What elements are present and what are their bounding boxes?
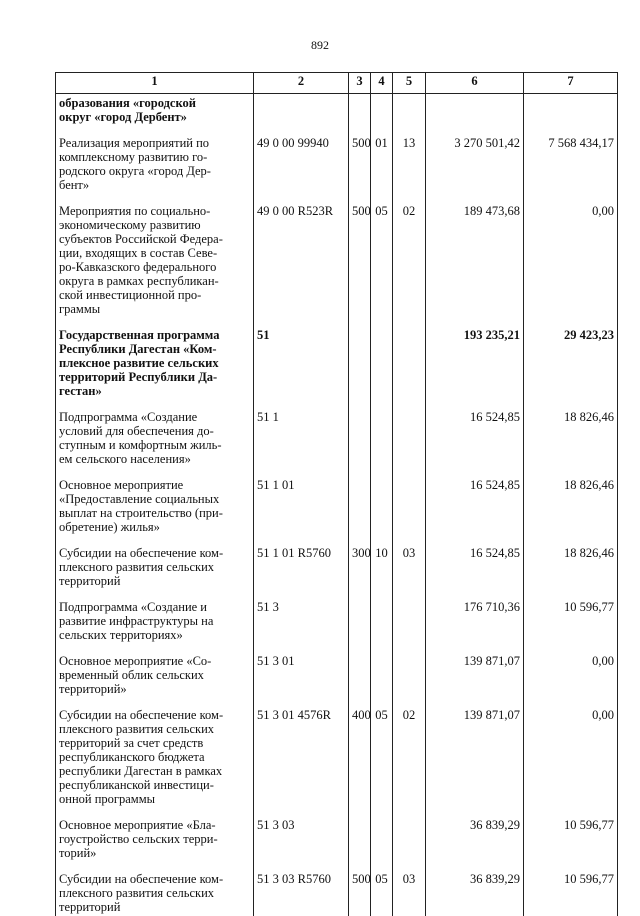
row-code-cell [254, 466, 349, 534]
row-name-cell [56, 192, 254, 316]
row-name-cell [56, 806, 254, 860]
page-number: 892 [311, 38, 329, 52]
row-name-cell [56, 588, 254, 642]
row-col4-cell [371, 94, 393, 125]
row-col6-value [426, 806, 524, 860]
row-col5-cell [393, 398, 426, 466]
row-col3-cell-text: 500 [352, 872, 371, 886]
row-col7-value [524, 696, 618, 806]
row-col5-cell-text: 03 [402, 872, 416, 886]
row-col7-value [524, 860, 618, 916]
row-code-cell [254, 642, 349, 696]
row-col7-value-text: 7 568 434,17 [548, 136, 614, 150]
row-col5-cell [393, 192, 426, 316]
table-row [56, 860, 618, 916]
row-name-cell-text: образования «городской округ «город Дербент» [59, 96, 196, 124]
row-col7-value-text: 10 596,77 [564, 600, 614, 614]
table-row [56, 192, 618, 316]
table-row [56, 588, 618, 642]
row-code-cell [254, 94, 349, 125]
row-code-cell [254, 316, 349, 398]
row-col3-cell [349, 398, 371, 466]
row-col5-cell-text: 03 [402, 546, 416, 560]
row-col3-cell-text: 400 [352, 708, 371, 722]
column-header: 2 [254, 73, 349, 94]
row-col5-cell-text: 02 [402, 708, 416, 722]
row-code-cell-text: 51 [257, 328, 270, 342]
row-name-cell-text: Государственная программа Республики Дагестан «Ком- плексное развитие сельских территорий Республики Да- гестан» [59, 328, 220, 398]
table-row [56, 642, 618, 696]
row-name-cell-text: Основное мероприятие «Бла- гоустройство сельских терри- торий» [59, 818, 218, 860]
row-col6-value-text: 193 235,21 [463, 328, 520, 342]
row-col7-value-text: 10 596,77 [564, 872, 614, 886]
row-col7-value [524, 316, 618, 398]
row-col5-cell-text: 13 [402, 136, 416, 150]
row-code-cell-text: 49 0 00 R523R [257, 204, 334, 218]
row-col5-cell [393, 316, 426, 398]
row-code-cell-text: 51 1 [257, 410, 279, 424]
row-col5-cell [393, 534, 426, 588]
column-header: 6 [426, 73, 524, 94]
table-row [56, 316, 618, 398]
row-col4-cell [371, 642, 393, 696]
row-col4-cell [371, 466, 393, 534]
table-row [56, 534, 618, 588]
row-code-cell-text: 51 1 01 [257, 478, 295, 492]
row-name-cell [56, 124, 254, 192]
row-name-cell [56, 860, 254, 916]
row-col5-cell [393, 588, 426, 642]
row-col4-cell [371, 860, 393, 916]
row-code-cell-text: 49 0 00 99940 [257, 136, 329, 150]
row-col6-value-text: 176 710,36 [463, 600, 520, 614]
row-name-cell-text: Подпрограмма «Создание условий для обеспечения до- ступным и комфортным жиль- ем сельского населения» [59, 410, 222, 466]
row-col4-cell [371, 534, 393, 588]
row-code-cell [254, 860, 349, 916]
row-code-cell-text: 51 3 03 R5760 [257, 872, 331, 886]
column-header: 3 [349, 73, 371, 94]
row-col4-cell [371, 696, 393, 806]
row-col7-value-text: 0,00 [592, 654, 614, 668]
row-col7-value [524, 398, 618, 466]
row-code-cell [254, 806, 349, 860]
row-col6-value [426, 192, 524, 316]
row-name-cell-text: Мероприятия по социально- экономическому развитию субъектов Российской Федера- ции, входящих в состав Севе- ро-Кавказского федерального округа в рамках республикан- ской инвестиционной про- граммы [59, 204, 223, 316]
row-col6-value [426, 696, 524, 806]
row-col6-value [426, 534, 524, 588]
row-col3-cell [349, 316, 371, 398]
row-col3-cell [349, 534, 371, 588]
row-col7-value [524, 806, 618, 860]
row-col4-cell-text: 10 [375, 546, 388, 560]
table-row [56, 94, 618, 125]
row-col3-cell-text: 500 [352, 204, 371, 218]
row-col3-cell [349, 642, 371, 696]
row-col3-cell [349, 124, 371, 192]
row-name-cell-text: Субсидии на обеспечение ком- плексного развития сельских территорий [59, 546, 224, 588]
row-col6-value [426, 642, 524, 696]
row-code-cell-text: 51 3 03 [257, 818, 295, 832]
row-code-cell [254, 534, 349, 588]
row-col7-value-text: 0,00 [592, 204, 614, 218]
row-name-cell-text: Субсидии на обеспечение ком- плексного развития сельских территорий за счет средств республиканского бюджета республики Дагестан в рамках республиканской инвестици- онной программы [59, 708, 224, 806]
row-col6-value-text: 139 871,07 [463, 708, 520, 722]
row-col7-value-text: 18 826,46 [564, 546, 614, 560]
row-col4-cell-text: 05 [375, 872, 388, 886]
row-code-cell [254, 696, 349, 806]
row-col6-value [426, 124, 524, 192]
row-col5-cell-text: 02 [402, 204, 416, 218]
column-header: 1 [56, 73, 254, 94]
row-name-cell [56, 94, 254, 125]
row-col4-cell [371, 806, 393, 860]
row-col5-cell [393, 94, 426, 125]
row-name-cell-text: Основное мероприятие «Предоставление социальных выплат на строительство (при- обретение) жилья» [59, 478, 223, 534]
row-col6-value-text: 189 473,68 [463, 204, 520, 218]
row-col7-value-text: 29 423,23 [564, 328, 614, 342]
row-name-cell [56, 398, 254, 466]
row-col6-value [426, 316, 524, 398]
row-col3-cell [349, 588, 371, 642]
row-col7-value [524, 466, 618, 534]
row-col7-value [524, 588, 618, 642]
row-name-cell [56, 696, 254, 806]
row-col3-cell [349, 860, 371, 916]
row-name-cell-text: Субсидии на обеспечение ком- плексного развития сельских территорий [59, 872, 224, 914]
row-col6-value-text: 3 270 501,42 [454, 136, 520, 150]
row-name-cell [56, 316, 254, 398]
row-col4-cell [371, 124, 393, 192]
row-col5-cell [393, 124, 426, 192]
row-col7-value-text: 0,00 [592, 708, 614, 722]
row-col7-value [524, 642, 618, 696]
table-row [56, 696, 618, 806]
row-code-cell [254, 588, 349, 642]
row-col7-value [524, 124, 618, 192]
row-name-cell [56, 534, 254, 588]
row-col6-value [426, 860, 524, 916]
table-row [56, 806, 618, 860]
row-col3-cell [349, 466, 371, 534]
row-code-cell-text: 51 3 [257, 600, 279, 614]
row-code-cell [254, 192, 349, 316]
row-col3-cell-text: 300 [352, 546, 371, 560]
row-col6-value-text: 16 524,85 [470, 478, 520, 492]
row-col6-value [426, 466, 524, 534]
row-col7-value-text: 10 596,77 [564, 818, 614, 832]
column-header: 7 [524, 73, 618, 94]
row-code-cell-text: 51 3 01 [257, 654, 295, 668]
row-col5-cell [393, 642, 426, 696]
header-row [56, 73, 618, 94]
column-header: 4 [371, 73, 393, 94]
row-col4-cell [371, 398, 393, 466]
table-row [56, 398, 618, 466]
row-col6-value-text: 16 524,85 [470, 410, 520, 424]
row-col3-cell [349, 94, 371, 125]
row-col7-value [524, 192, 618, 316]
row-col6-value-text: 36 839,29 [470, 872, 520, 886]
row-col7-value-text: 18 826,46 [564, 478, 614, 492]
row-col6-value-text: 139 871,07 [463, 654, 520, 668]
row-col3-cell-text: 500 [352, 136, 371, 150]
row-col4-cell [371, 192, 393, 316]
row-col6-value [426, 398, 524, 466]
row-col5-cell [393, 860, 426, 916]
row-col5-cell [393, 696, 426, 806]
row-col5-cell [393, 806, 426, 860]
table-row [56, 124, 618, 192]
row-code-cell-text: 51 3 01 4576R [257, 708, 331, 722]
row-col4-cell-text: 05 [375, 204, 388, 218]
row-col7-value [524, 534, 618, 588]
row-col4-cell [371, 316, 393, 398]
row-name-cell-text: Подпрограмма «Создание и развитие инфраструктуры на сельских территориях» [59, 600, 214, 642]
column-header: 5 [393, 73, 426, 94]
row-name-cell-text: Основное мероприятие «Со- временный облик сельских территорий» [59, 654, 212, 696]
row-col6-value [426, 588, 524, 642]
budget-table [55, 72, 618, 916]
row-col6-value [426, 94, 524, 125]
row-name-cell-text: Реализация мероприятий по комплексному развитию го- родского округа «город Дер- бент» [59, 136, 211, 192]
table-row [56, 466, 618, 534]
row-col4-cell-text: 01 [375, 136, 388, 150]
row-col4-cell [371, 588, 393, 642]
row-col3-cell [349, 192, 371, 316]
row-col3-cell [349, 696, 371, 806]
row-col5-cell [393, 466, 426, 534]
row-col6-value-text: 16 524,85 [470, 546, 520, 560]
row-col4-cell-text: 05 [375, 708, 388, 722]
row-col6-value-text: 36 839,29 [470, 818, 520, 832]
row-col7-value [524, 94, 618, 125]
row-col3-cell [349, 806, 371, 860]
row-code-cell [254, 398, 349, 466]
row-code-cell-text: 51 1 01 R5760 [257, 546, 331, 560]
row-col7-value-text: 18 826,46 [564, 410, 614, 424]
row-name-cell [56, 466, 254, 534]
row-name-cell [56, 642, 254, 696]
row-code-cell [254, 124, 349, 192]
